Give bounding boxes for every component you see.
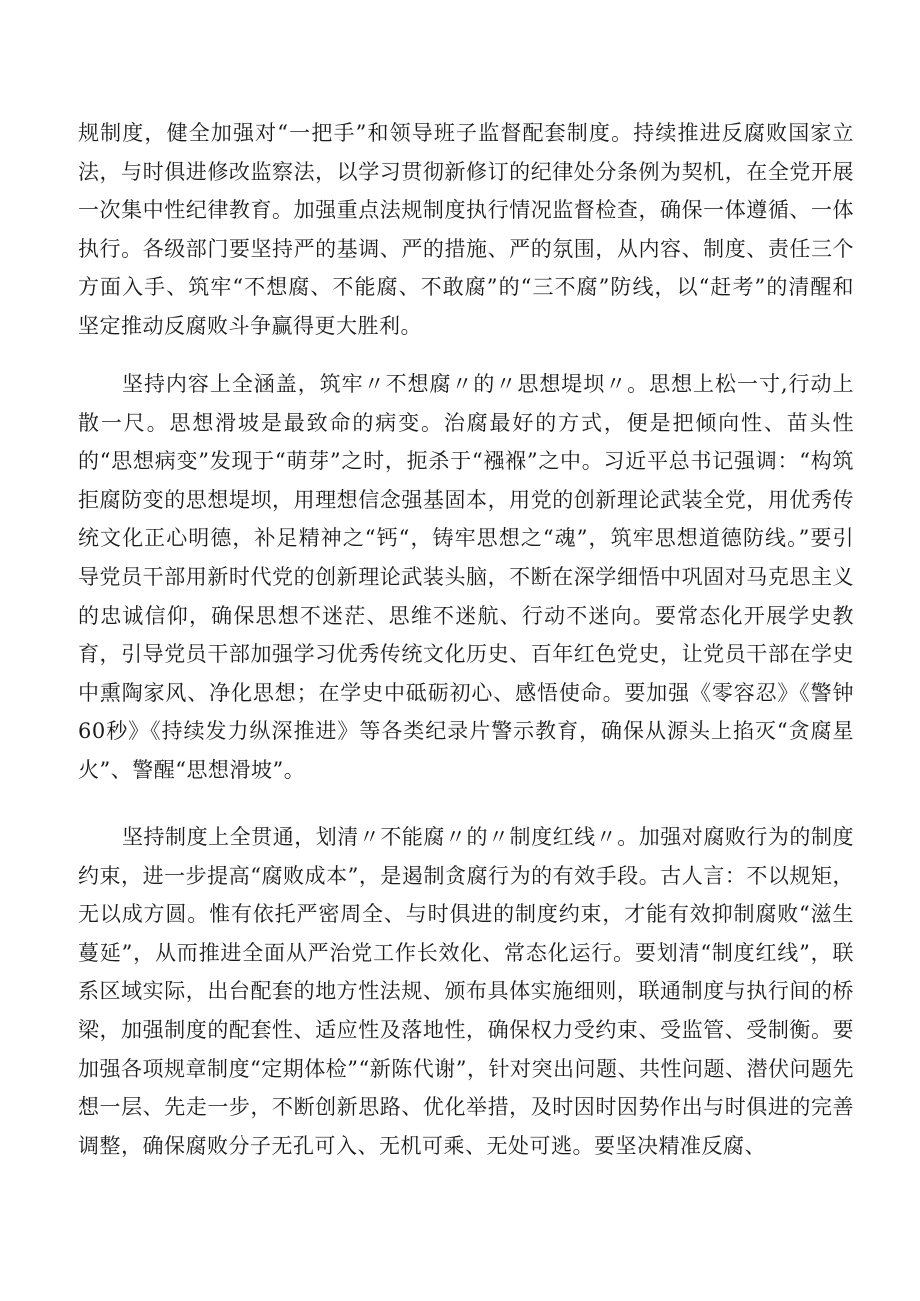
paragraph-continuation xyxy=(78,114,854,346)
paragraph-2-text: 坚持内容上全涵盖，筑牢〃不想腐〃的〃思想堤坝〃。思想上松一寸,行动上散一尺。思想滑坡是最致命的病变。治腐最好的方式，便是把倾向性、苗头性的“思想病变”发现于“萌芽”之时，扼杀于“襁褓”之中。习近平总书记强调：“构筑拒腐防变的思想堤坝，用理想信念强基固本，用党的创新理论武装全党，用优秀传统文化正心明德，补足精神之“钙“，铸牢思想之“魂”，筑牢思想道德防线。”要引导党员干部用新时代党的创新理论武装头脑，不断在深学细悟中巩固对马克思主义的忠诚信仰，确保思想不迷茫、思维不迷航、行动不迷向。要常态化开展学史教育，引导党员干部加强学习优秀传统文化历史、百年红色党史，让党员干部在学史中熏陶家风、净化思想；在学史中砥砺初心、感悟使命。要加强《零容忍》《警钟60秒》《持续发力纵深推进》等各类纪录片警示教育，确保从源头上掐灭“贪腐星火”、警醒“思想滑坡”。 xyxy=(78,372,854,782)
paragraph-1-text: 规制度，健全加强对“一把手”和领导班子监督配套制度。持续推进反腐败国家立法，与时俱进修改监察法，以学习贯彻新修订的纪律处分条例为契机，在全党开展一次集中性纪律教育。加强重点法规制度执行情况监督检查，确保一体遵循、一体执行。各级部门要坚持严的基调、严的措施、严的氛围，从内容、制度、责任三个方面入手、筑牢“不想腐、不能腐、不敢腐”的“三不腐”防线，以“赶考”的清醒和坚定推动反腐败斗争赢得更大胜利。 xyxy=(78,121,854,338)
paragraph-institution xyxy=(78,818,854,1165)
paragraph-ideology xyxy=(78,365,854,790)
paragraph-3-text: 坚持制度上全贯通，划清〃不能腐〃的〃制度红线〃。加强对腐败行为的制度约束，进一步提高“腐败成本”，是遏制贪腐行为的有效手段。古人言：不以规矩，无以成方圆。惟有依托严密周全、与时俱进的制度约束，才能有效抑制腐败“滋生蔓延”，从而推进全面从严治党工作长效化、常态化运行。要划清“制度红线”，联系区域实际，出台配套的地方性法规、颁布具体实施细则，联通制度与执行间的桥梁，加强制度的配套性、适应性及落地性，确保权力受约束、受监管、受制衡。要加强各项规章制度“定期体检”“新陈代谢”，针对突出问题、共性问题、潜伏问题先想一层、先走一步，不断创新思路、优化举措，及时因时因势作出与时俱进的完善调整，确保腐败分子无孔可入、无机可乘、无处可逃。要坚决精准反腐、 xyxy=(78,825,854,1158)
